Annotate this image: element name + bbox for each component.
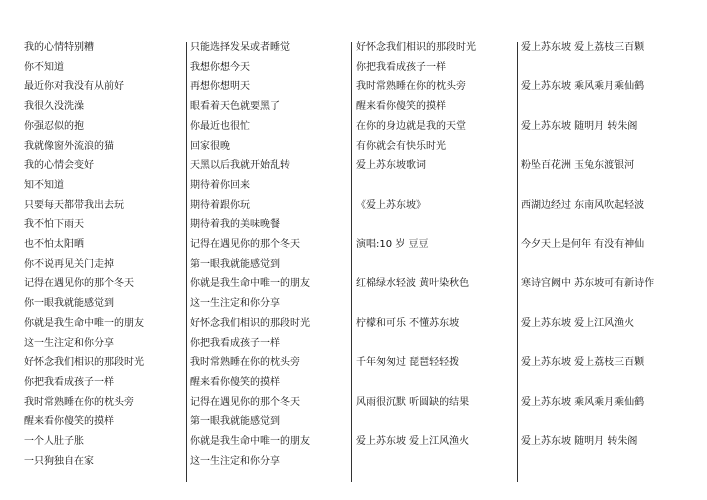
lyric-line: 爱上苏东坡 乘风乘月乘仙鹤 bbox=[521, 396, 645, 408]
lyric-line: 我很久没洗澡 bbox=[24, 101, 84, 113]
lyric-line: 好怀念我们相识的那段时光 bbox=[190, 317, 310, 329]
lyric-line: 一只狗独自在家 bbox=[24, 455, 94, 467]
lyric-line: 我的心情特别糟 bbox=[24, 42, 94, 53]
lyric-line: 我时常熟睡在你的枕头旁 bbox=[24, 396, 134, 408]
lyric-line: 你就是我生命中唯一的朋友 bbox=[24, 317, 144, 329]
lyric-line: 粉坠百花洲 玉兔东渡银河 bbox=[521, 160, 635, 172]
lyric-line: 柠檬和可乐 不懂苏东坡 bbox=[356, 317, 460, 329]
lyric-line: 我时常熟睡在你的枕头旁 bbox=[356, 81, 466, 93]
lyric-line: 你把我看成孩子一样 bbox=[190, 337, 280, 349]
lyric-line: 你把我看成孩子一样 bbox=[24, 376, 114, 388]
lyric-line: 只能选择发呆或者睡觉 bbox=[190, 42, 290, 53]
lyric-line: 醒来看你傻笑的摸样 bbox=[356, 101, 446, 113]
lyric-line: 千年匆匆过 琵琶轻轻拨 bbox=[356, 357, 460, 369]
lyric-line: 爱上苏东坡 爱上荔枝三百颗 bbox=[521, 42, 645, 53]
column-divider bbox=[351, 42, 352, 482]
lyric-line: 期待着你回来 bbox=[190, 179, 250, 191]
lyric-line: 期待着我的美味晚餐 bbox=[190, 219, 280, 231]
lyric-line: 记得在遇见你的那个冬天 bbox=[190, 239, 300, 250]
lyric-line: 演唱:10 岁 豆豆 bbox=[356, 239, 429, 250]
lyric-line: 爱上苏东坡 乘风乘月乘仙鹤 bbox=[521, 81, 645, 93]
lyric-line: 醒来看你傻笑的摸样 bbox=[24, 416, 114, 428]
lyric-line: 最近你对我没有从前好 bbox=[24, 81, 124, 93]
lyric-line: 爱上苏东坡 随明月 转朱阁 bbox=[521, 436, 638, 447]
lyric-line: 也不怕太阳晒 bbox=[24, 239, 84, 250]
lyric-line: 记得在遇见你的那个冬天 bbox=[190, 396, 300, 408]
lyric-line: 再想你想明天 bbox=[190, 81, 250, 93]
lyric-line: 爱上苏东坡 爱上江风渔火 bbox=[521, 317, 635, 329]
lyric-line: 爱上苏东坡歌词 bbox=[356, 160, 426, 172]
lyric-line: 好怀念我们相识的那段时光 bbox=[24, 357, 144, 369]
lyric-line: 天黑以后我就开始乱转 bbox=[190, 160, 290, 172]
lyric-line: 你就是我生命中唯一的朋友 bbox=[190, 278, 310, 290]
lyric-line: 眼看着天色就要黑了 bbox=[190, 101, 280, 113]
lyric-line: 你就是我生命中唯一的朋友 bbox=[190, 436, 310, 447]
lyric-line: 红棉绿水轻波 黄叶染秋色 bbox=[356, 278, 470, 290]
lyric-line: 你把我看成孩子一样 bbox=[356, 61, 446, 73]
lyric-line: 爱上苏东坡 爱上江风渔火 bbox=[356, 436, 470, 447]
lyric-line: 爱上苏东坡 随明月 转朱阁 bbox=[521, 120, 638, 132]
lyric-line: 第一眼我就能感觉到 bbox=[190, 258, 280, 270]
lyric-line: 这一生注定和你分享 bbox=[190, 455, 280, 467]
lyric-line: 爱上苏东坡 爱上荔枝三百颗 bbox=[521, 357, 645, 369]
lyric-line: 在你的身边就是我的天堂 bbox=[356, 120, 466, 132]
lyric-line: 回家很晚 bbox=[190, 140, 230, 152]
lyric-line: 这一生注定和你分享 bbox=[190, 298, 280, 310]
lyric-line: 这一生注定和你分享 bbox=[24, 337, 114, 349]
lyric-line: 我不怕下雨天 bbox=[24, 219, 84, 231]
lyric-line: 风雨很沉默 听圆缺的结果 bbox=[356, 396, 470, 408]
lyric-line: 你最近也很忙 bbox=[190, 120, 250, 132]
lyric-line: 有你就会有快乐时光 bbox=[356, 140, 446, 152]
column-divider bbox=[186, 42, 187, 482]
lyric-line: 你强忍似的抱 bbox=[24, 120, 84, 132]
lyric-line: 你一眼我就能感觉到 bbox=[24, 298, 114, 310]
lyric-line: 今夕天上是何年 有没有神仙 bbox=[521, 239, 645, 250]
lyric-line: 我就像窗外流浪的猫 bbox=[24, 140, 114, 152]
lyric-line: 我的心情会变好 bbox=[24, 160, 94, 172]
lyric-line: 你不说再见关门走掉 bbox=[24, 258, 114, 270]
lyric-line: 你不知道 bbox=[24, 61, 64, 73]
lyric-line: 寒诗宫阙中 苏东坡可有新诗作 bbox=[521, 278, 655, 290]
lyric-line: 第一眼我就能感觉到 bbox=[190, 416, 280, 428]
lyric-line: 知不知道 bbox=[24, 179, 64, 191]
lyric-line: 我时常熟睡在你的枕头旁 bbox=[190, 357, 300, 369]
lyric-line: 期待着跟你玩 bbox=[190, 199, 250, 211]
lyric-line: 只要每天都带我出去玩 bbox=[24, 199, 124, 211]
lyric-line: 好怀念我们相识的那段时光 bbox=[356, 42, 476, 53]
lyric-line: 《爱上苏东坡》 bbox=[356, 199, 426, 211]
column-divider bbox=[517, 42, 518, 482]
lyric-line: 记得在遇见你的那个冬天 bbox=[24, 278, 134, 290]
lyric-line: 我想你想今天 bbox=[190, 61, 250, 73]
lyric-line: 醒来看你傻笑的摸样 bbox=[190, 376, 280, 388]
lyric-line: 西湖边经过 东南风吹起轻波 bbox=[521, 199, 645, 211]
lyric-line: 一个人肚子胀 bbox=[24, 436, 84, 447]
